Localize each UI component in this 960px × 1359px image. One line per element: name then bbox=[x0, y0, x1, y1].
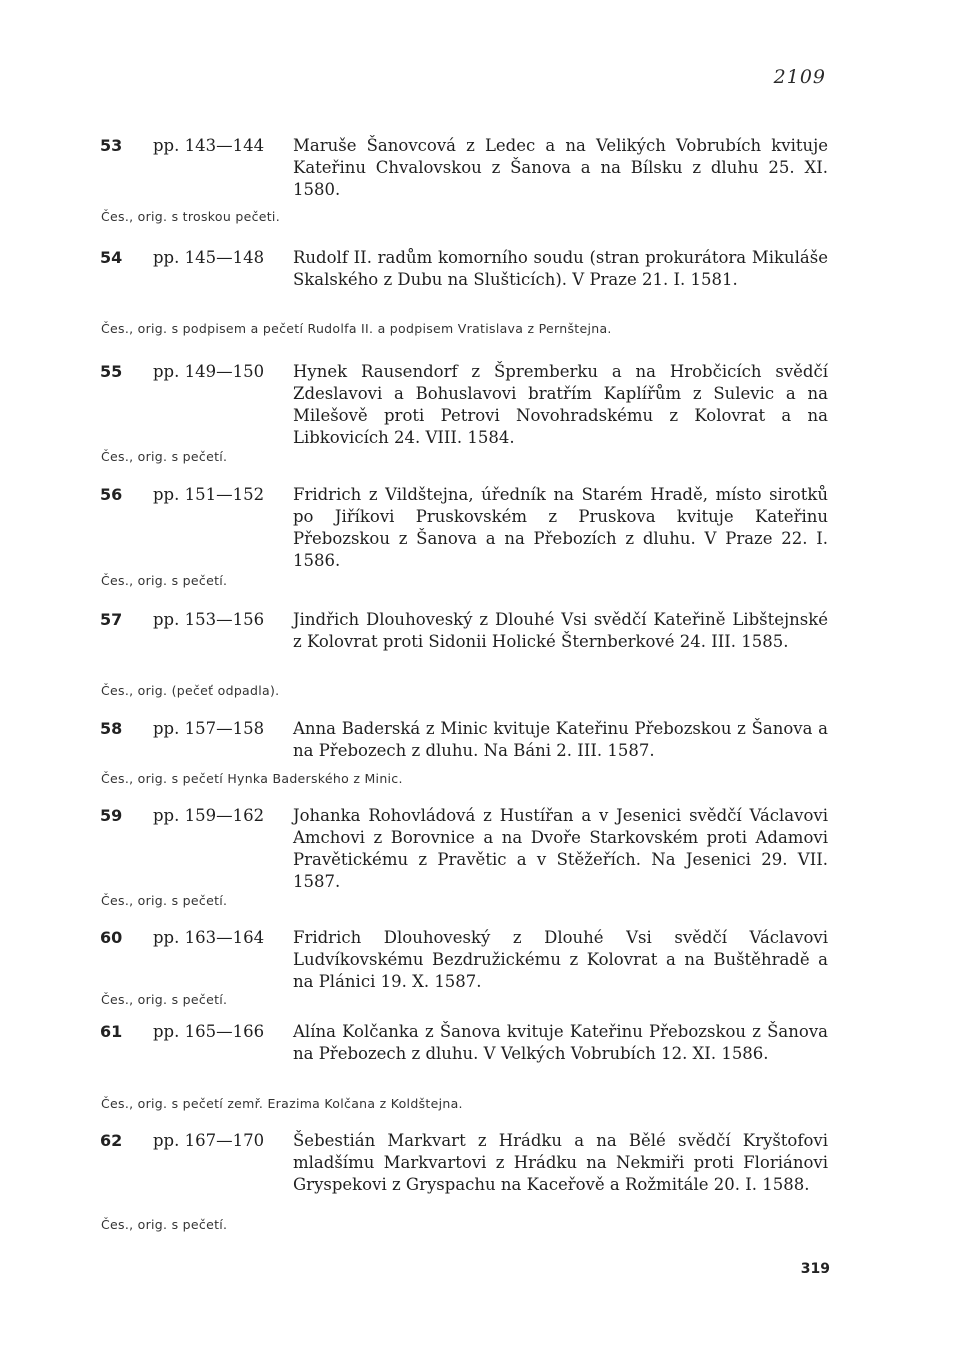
entry-text: Alína Kolčanka z Šanova kvituje Kateřinu Přebozskou z Šanova na Přebozech z dluhu. V Velkých Vobrubích 12. XI. 1586. bbox=[293, 1022, 828, 1063]
document-entry bbox=[0, 484, 960, 570]
entry-pages: pp. 151—152 bbox=[153, 485, 265, 504]
entry-number: 54 bbox=[100, 248, 123, 267]
entry-pages: pp. 165—166 bbox=[153, 1022, 265, 1041]
document-entry bbox=[0, 247, 960, 289]
entry-note: Čes., orig. s pečetí zemř. Erazima Kolčana z Koldštejna. bbox=[101, 1096, 463, 1111]
entry-text: Fridrich z Vildštejna, úředník na Starém Hradě, místo sirotků po Jiříkovi Pruskovském z Pruskova kvituje Kateřinu Přebozskou z Šanova a na Přebozích z dluhu. V Praze 22. I. 1586. bbox=[293, 485, 828, 570]
entry-note: Čes., orig. s troskou pečeti. bbox=[101, 209, 280, 224]
entry-note: Čes., orig. s pečetí. bbox=[101, 449, 228, 464]
entry-text: Rudolf II. radům komorního soudu (stran prokurátora Mikuláše Skalského z Dubu na Slušticích). V Praze 21. I. 1581. bbox=[293, 248, 828, 289]
entry-note: Čes., orig. s pečetí. bbox=[101, 992, 228, 1007]
entry-note: Čes., orig. s pečetí Hynka Baderského z Minic. bbox=[101, 771, 403, 786]
entry-number: 62 bbox=[100, 1131, 123, 1150]
entry-note: Čes., orig. s pečetí. bbox=[101, 893, 228, 908]
entry-number: 56 bbox=[100, 485, 123, 504]
document-entry bbox=[0, 805, 960, 891]
entry-pages: pp. 153—156 bbox=[153, 610, 265, 629]
document-entry bbox=[0, 609, 960, 651]
entry-number: 60 bbox=[100, 928, 123, 947]
entry-pages: pp. 163—164 bbox=[153, 928, 265, 947]
document-entry bbox=[0, 1021, 960, 1063]
entry-number: 59 bbox=[100, 806, 123, 825]
entry-number: 58 bbox=[100, 719, 123, 738]
document-entry bbox=[0, 1130, 960, 1194]
entry-pages: pp. 167—170 bbox=[153, 1131, 265, 1150]
entry-note: Čes., orig. s pečetí. bbox=[101, 573, 228, 588]
entry-pages: pp. 145—148 bbox=[153, 248, 265, 267]
entry-text: Fridrich Dlouhoveský z Dlouhé Vsi svědčí Václavovi Ludvíkovskému Bezdružickému z Kolovrat a na Buštěhradě a na Plánici 19. X. 1587. bbox=[293, 928, 828, 991]
entry-number: 61 bbox=[100, 1022, 123, 1041]
entry-pages: pp. 157—158 bbox=[153, 719, 265, 738]
entry-number: 55 bbox=[100, 362, 123, 381]
entry-number: 53 bbox=[100, 136, 123, 155]
document-entry bbox=[0, 927, 960, 991]
entry-text: Jindřich Dlouhoveský z Dlouhé Vsi svědčí Kateřině Libštejnské z Kolovrat proti Sidonii Holické Šternberkové 24. III. 1585. bbox=[293, 610, 828, 651]
entry-number: 57 bbox=[100, 610, 123, 629]
entry-pages: pp. 159—162 bbox=[153, 806, 265, 825]
entry-note: Čes., orig. (pečeť odpadla). bbox=[101, 683, 280, 698]
entry-text: Šebestián Markvart z Hrádku a na Bělé svědčí Kryštofovi mladšímu Markvartovi z Hrádku na Nekmiři proti Floriánovi Gryspekovi z Gryspachu na Kaceřově a Rožmitále 20. I. 1588. bbox=[293, 1131, 828, 1194]
entry-text: Johanka Rohovládová z Hustířan a v Jesenici svědčí Václavovi Amchovi z Borovnice a na Dvoře Starkovském proti Adamovi Pravětickému z Pravětic a v Stěžeřích. Na Jesenici 29. VII. 1587. bbox=[293, 806, 828, 891]
running-page-mark: 2109 bbox=[773, 66, 826, 88]
document-entry bbox=[0, 135, 960, 199]
page-number: 319 bbox=[800, 1261, 830, 1277]
document-entry bbox=[0, 361, 960, 447]
entry-text: Anna Baderská z Minic kvituje Kateřinu Přebozskou z Šanova a na Přebozech z dluhu. Na Báni 2. III. 1587. bbox=[293, 719, 828, 760]
document-entry bbox=[0, 718, 960, 760]
entry-pages: pp. 143—144 bbox=[153, 136, 265, 155]
entry-note: Čes., orig. s pečetí. bbox=[101, 1217, 228, 1232]
entry-note: Čes., orig. s podpisem a pečetí Rudolfa II. a podpisem Vratislava z Pernštejna. bbox=[101, 321, 612, 336]
entry-text: Hynek Rausendorf z Špremberku a na Hrobčicích svědčí Zdeslavovi a Bohuslavovi bratřím Kaplířům z Sulevic a na Milešově proti Petrovi Novohradskému z Kolovrat a na Libkovicích 24. VIII. 1584. bbox=[293, 362, 828, 447]
entry-pages: pp. 149—150 bbox=[153, 362, 265, 381]
entry-text: Maruše Šanovcová z Ledec a na Velikých Vobrubích kvituje Kateřinu Chvalovskou z Šanova a na Bílsku z dluhu 25. XI. 1580. bbox=[293, 136, 828, 199]
